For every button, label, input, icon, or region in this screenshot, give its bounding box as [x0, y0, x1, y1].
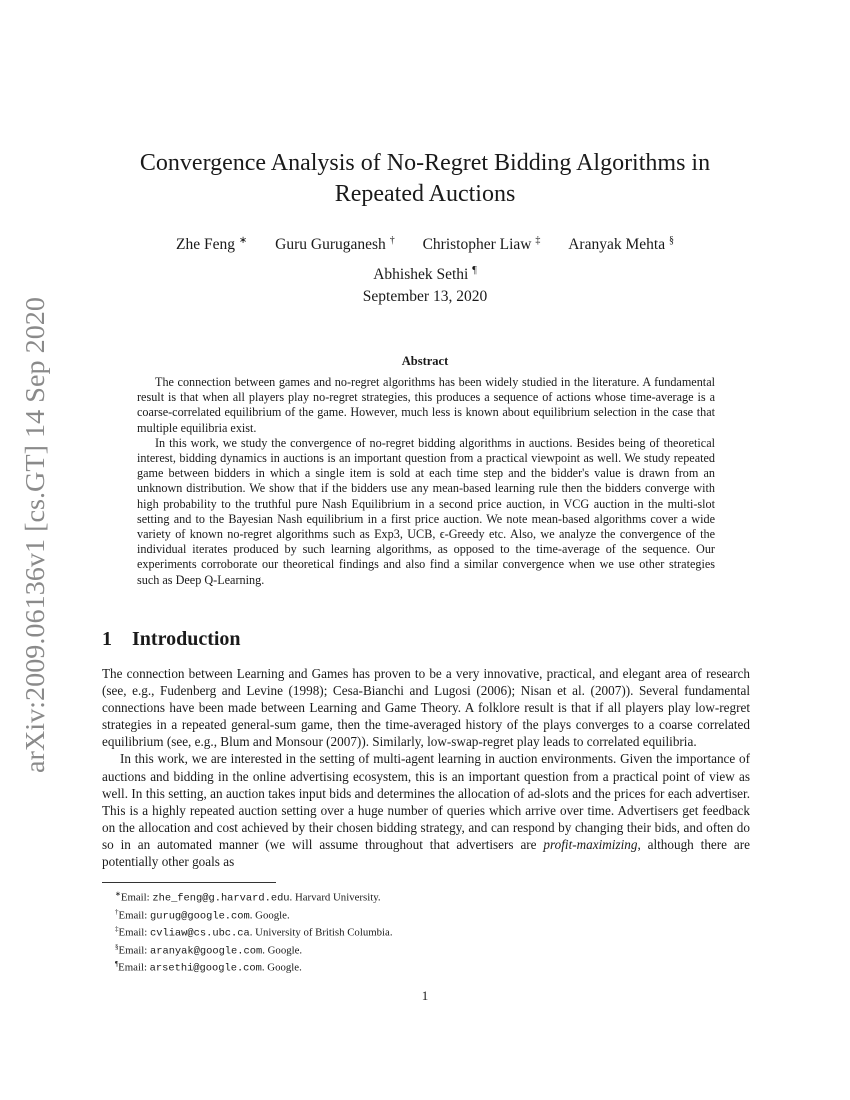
author [275, 228, 395, 258]
footnote [115, 941, 735, 959]
footnote-label: Email: [118, 909, 150, 922]
footnote-divider [102, 882, 276, 883]
affiliation: . University of British Columbia. [249, 926, 393, 939]
footnote-mark: † [115, 907, 119, 916]
abstract [137, 375, 715, 588]
arxiv-identifier: arXiv:2009.06136v1 [cs.GT] 14 Sep 2020 [20, 317, 50, 773]
footnote-mark: ‡ [115, 925, 119, 934]
section-title: Introduction [132, 628, 241, 650]
body-paragraph [102, 750, 750, 870]
author-row-1 [100, 228, 750, 258]
footnote-mark: ¶ [115, 960, 119, 969]
footnote-mark: § [115, 942, 119, 951]
title-line-2: Repeated Auctions [334, 181, 516, 207]
author-name: Guru Guruganesh [275, 236, 386, 254]
section-heading [102, 628, 241, 651]
footnote [115, 906, 735, 924]
email-link[interactable]: aranyak@google.com [149, 945, 263, 958]
footnote-mark: ∗ [115, 890, 121, 898]
author-name: Aranyak Mehta [568, 236, 666, 254]
footnote-label: Email: [118, 961, 150, 974]
abstract-paragraph: In this work, we study the convergence of no-regret bidding algorithms in auctions. Besides being of theoretical interest, bidding dynamics in auctions is an important question from a practical viewpoint as well. We study repeated game between bidders in which a single item is sold at each time step and the bidder's value is drawn from an unknown distribution. We show that if the bidders use any mean-based learning rule then the bidders converge with high probability to the truthful pure Nash Equilibrium in a second price auction, in VCG auction in the multi-slot setting and to the Bayesian Nash equilibrium in a first price auction. We note mean-based algorithms cover a wide variety of known no-regret algorithms such as Exp3, UCB, ϵ-Greedy etc. Also, we analyze the convergence of the individual iterates produced by such learning algorithms, as opposed to the time-average of the sequence. Our experiments corroborate our theoretical findings and also find a similar convergence when we use other strategies such as Deep Q-Learning. [137, 435, 715, 587]
author [423, 228, 541, 258]
email-link[interactable]: cvliaw@cs.ubc.ca [149, 927, 250, 940]
footnote [115, 888, 735, 906]
author-list [100, 228, 750, 288]
author [568, 228, 674, 258]
footnote [115, 958, 735, 976]
author-footnote-mark: ¶ [472, 265, 477, 277]
footnote-label: Email: [118, 926, 150, 939]
abstract-heading: Abstract [401, 354, 449, 368]
section-number: 1 [102, 628, 112, 650]
footnote-label: Email: [118, 944, 150, 957]
author-name: Christopher Liaw [422, 236, 532, 254]
section-body [102, 665, 750, 870]
page-number: 1 [421, 988, 429, 1003]
affiliation: . Harvard University. [289, 891, 381, 904]
body-paragraph: The connection between Learning and Games has proven to be a very innovative, practical, and elegant area of research (see, e.g., Fudenberg and Levine (1998); Cesa-Bianchi and Lugosi (2006); Nisan et al. (2007)). Several fundamental connections have been made between Learning and Game Theory. A folklore result is that if all players play low-regret strategies in a repeated general-sum game, then the time-averaged history of the plays converges to a coarse correlated equilibrium (see, e.g., Blum and Monsour (2007)). Similarly, low-swap-regret play leads to correlated equilibria. [102, 666, 750, 750]
author [373, 258, 477, 288]
publication-date: September 13, 2020 [362, 288, 488, 305]
author [176, 228, 247, 258]
abstract-paragraph: The connection between games and no-regret algorithms has been widely studied in the literature. A fundamental result is that when all players play no-regret strategies, this produces a sequence of actions whose time-average is a coarse-correlated equilibrium of the game. However, much less is known about equilibrium selection in the case that multiple equilibria exist. [137, 375, 715, 435]
author-row-2 [100, 258, 750, 288]
body-text: , although there are potentially other goals as [102, 836, 750, 870]
footnote [115, 923, 735, 941]
title-line-1: Convergence Analysis of No-Regret Bidding Algorithms in [139, 150, 711, 176]
author-footnote-mark: ∗ [238, 235, 248, 246]
affiliation: . Google. [261, 961, 302, 974]
author-footnote-mark: ‡ [535, 235, 541, 246]
email-link[interactable]: gurug@google.com [149, 910, 250, 923]
author-footnote-mark: § [668, 235, 674, 246]
author-footnote-mark: † [389, 235, 395, 246]
footnote-label: Email: [120, 891, 153, 904]
email-link[interactable]: arsethi@google.com [149, 962, 262, 975]
paper-title [100, 148, 750, 210]
affiliation: . Google. [249, 909, 290, 922]
author-name: Zhe Feng [176, 236, 236, 254]
body-text: In this work, we are interested in the setting of multi-agent learning in auction environments. Given the importance of auctions and bidding in the online advertising ecosystem, this is an important question from a practical point of view as well. In this setting, an auction takes input bids and determines the allocation of ad-slots and the prices for each advertiser. This is a highly repeated auction setting over a huge number of queries which arrive over time. Advertisers get feedback on the allocation and cost achieved by their chosen bidding strategy, and can respond by changing their bids, and often do so in an automated manner (we will assume throughout that advertisers are [102, 751, 750, 852]
affiliation: . Google. [262, 944, 303, 957]
author-name: Abhishek Sethi [373, 266, 469, 284]
emphasized-term: profit-maximizing [543, 836, 638, 852]
email-link[interactable]: zhe_feng@g.harvard.edu [152, 892, 290, 905]
arxiv-identifier-stamp [14, 295, 54, 775]
footnotes [115, 888, 735, 976]
